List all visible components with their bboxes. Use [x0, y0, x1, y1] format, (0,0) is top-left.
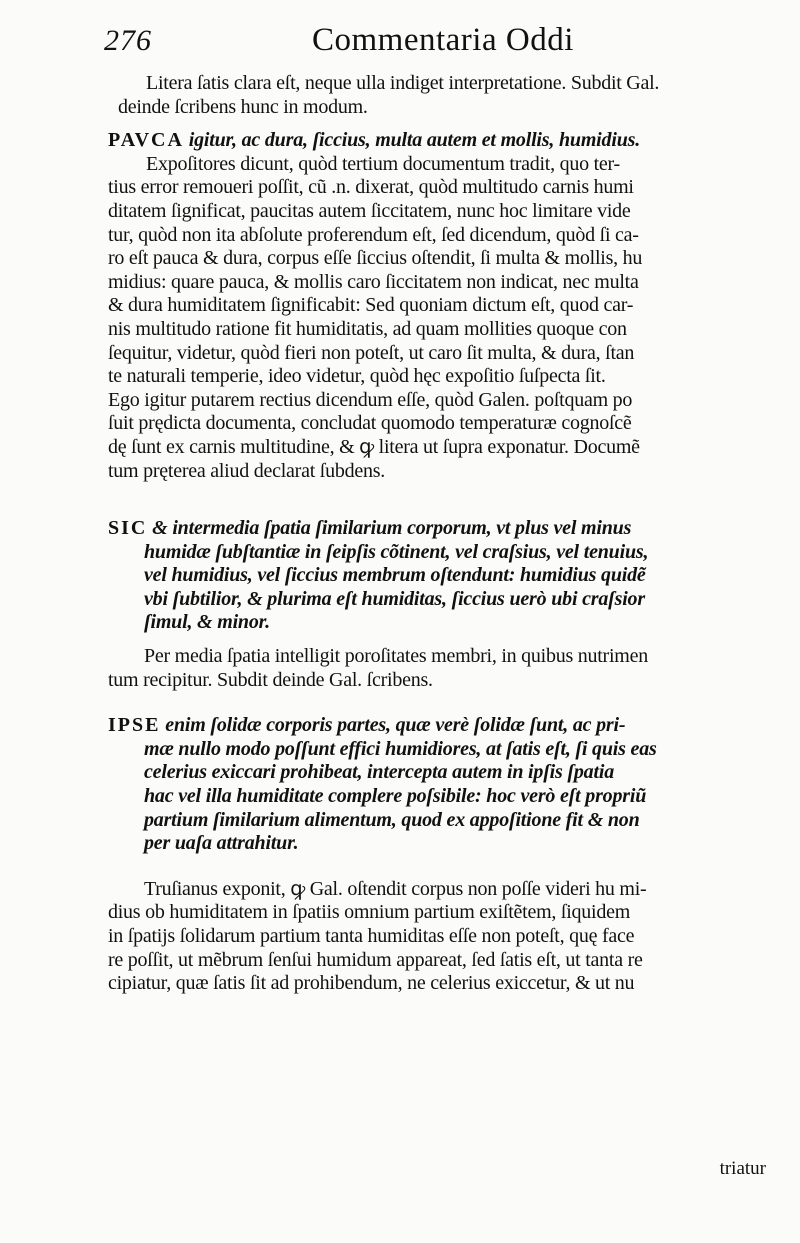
- lemma-line: hac vel illa humiditate complere poſsibile: hoc verò eſt propriũ: [144, 785, 647, 808]
- text-line: midius: quare pauca, & mollis caro ſiccitatem non indicat, nec multa: [108, 270, 639, 293]
- running-head: Commentaria Oddi: [312, 22, 574, 58]
- lemma-line: [108, 714, 768, 738]
- text-line: Expoſitores dicunt, quòd tertium documentum tradit, quo ter-: [146, 152, 620, 175]
- text-line: ro eſt pauca & dura, corpus eſſe ſiccius oſtendit, ſi multa & mollis, hu: [108, 247, 643, 270]
- text-line: Per media ſpatia intelligit poroſitates membri, in quibus nutrimen: [144, 645, 648, 668]
- lemma-line: vel humidius, vel ſiccius membrum oſtendunt: humidius quidẽ: [144, 564, 646, 587]
- text-line: Truſianus exponit, ꝙ Gal. oſtendit corpus non poſſe videri hu mi-: [144, 877, 647, 900]
- text-line: deinde ſcribens hunc in modum.: [118, 95, 368, 118]
- lemma-lead: SIC: [108, 517, 148, 540]
- text-line: dę ſunt ex carnis multitudine, & ꝙ litera ut ſupra exponatur. Documẽ: [108, 435, 640, 458]
- lemma-text: & intermedia ſpatia ſimilarium corporum, vt plus vel minus: [147, 517, 632, 540]
- lemma-lead: PAVCA: [108, 129, 184, 152]
- body-text: [108, 72, 768, 996]
- text-line: nis multitudo ratione fit humiditatis, ad quam mollities quoque con: [108, 317, 627, 340]
- page-header: [104, 20, 664, 64]
- text-line: re poſſit, ut mẽbrum ſenſui humidum appareat, ſed ſatis eſt, ut tanta re: [108, 948, 643, 971]
- lemma-line: [108, 129, 768, 153]
- lemma-line: partium ſimilarium alimentum, quod ex appoſitione fit & non: [144, 808, 640, 831]
- catchword: triatur: [719, 1158, 766, 1179]
- lemma-line: celerius exiccari prohibeat, intercepta autem in ipſis ſpatia: [144, 761, 614, 784]
- lemma-line: mæ nullo modo poſſunt effici humidiores, at ſatis eſt, ſi quis eas: [144, 737, 657, 760]
- lemma-text: enim ſolidæ corporis partes, quæ verè ſolidæ ſunt, ac pri-: [160, 714, 626, 737]
- lemma-lead: IPSE: [108, 714, 161, 737]
- text-line: tius error remoueri poſſit, cũ .n. dixerat, quòd multitudo carnis humi: [108, 176, 634, 199]
- text-line: tum recipitur. Subdit deinde Gal. ſcribens.: [108, 668, 433, 691]
- text-line: Litera ſatis clara eſt, neque ulla indiget interpretatione. Subdit Gal.: [146, 72, 660, 94]
- lemma-line: vbi ſubtilior, & plurima eſt humiditas, ſiccius uerò ubi craſsior: [144, 587, 645, 610]
- text-line: ſuit prędicta documenta, concludat quomodo temperaturæ cognoſcẽ: [108, 412, 632, 435]
- lemma-line: [108, 517, 768, 541]
- page-number: 276: [104, 24, 152, 57]
- text-line: dius ob humiditatem in ſpatiis omnium partium exiſtẽtem, ſiquidem: [108, 901, 631, 924]
- text-line: in ſpatijs ſolidarum partium tanta humiditas eſſe non poteſt, quę face: [108, 925, 635, 947]
- lemma-text: igitur, ac dura, ſiccius, multa autem et mollis, humidius.: [183, 129, 640, 152]
- text-line: & dura humiditatem ſignificabit: Sed quoniam dictum eſt, quod car-: [108, 294, 634, 317]
- text-line: Ego igitur putarem rectius dicendum eſſe, quòd Galen. poſtquam po: [108, 388, 633, 411]
- text-line: ditatem ſignificat, paucitas autem ſiccitatem, nunc hoc limitare vide: [108, 199, 631, 222]
- text-line: cipiatur, quæ ſatis ſit ad prohibendum, ne celerius exiccetur, & ut nu: [108, 972, 635, 995]
- text-line: ſequitur, videtur, quòd fieri non poteſt, ut caro ſit multa, & dura, ſtan: [108, 341, 635, 364]
- text-line: tum pręterea aliud declarat ſubdens.: [108, 459, 385, 482]
- text-line: tur, quòd non ita abſolute proferendum eſt, ſed dicendum, quòd ſi ca-: [108, 223, 639, 246]
- lemma-line: per uaſa attrahitur.: [144, 832, 299, 855]
- text-line: te naturali temperie, ideo videtur, quòd hęc expoſitio ſuſpecta ſit.: [108, 365, 606, 388]
- lemma-line: ſimul, & minor.: [144, 611, 270, 634]
- lemma-line: humidæ ſubſtantiæ in ſeipſis cõtinent, vel craſsius, vel tenuius,: [144, 540, 649, 563]
